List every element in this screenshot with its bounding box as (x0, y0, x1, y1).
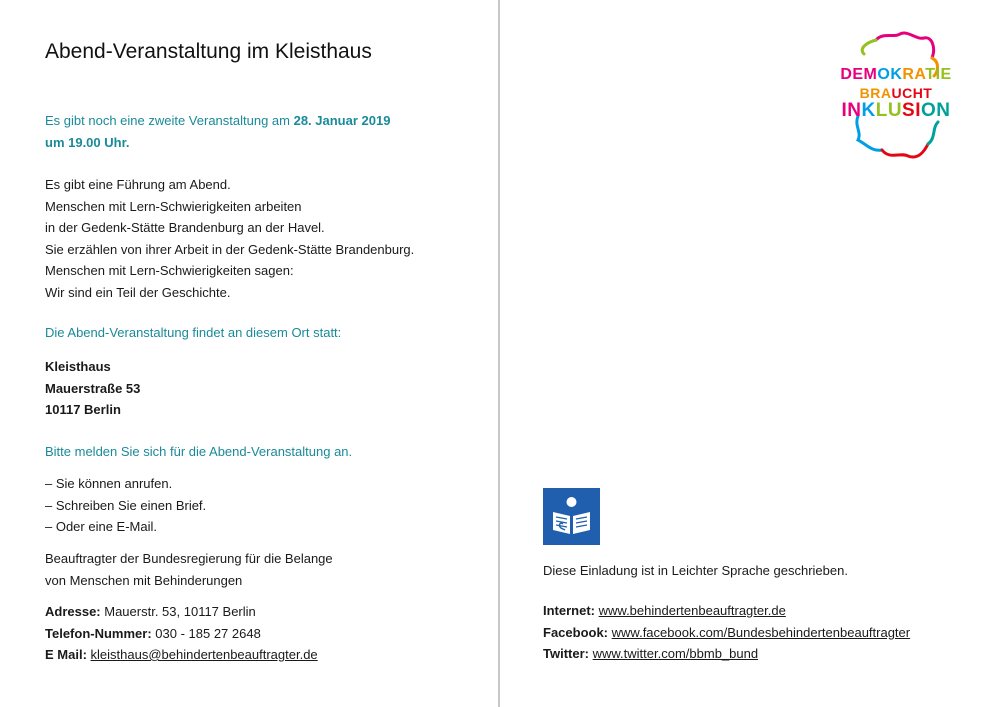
description-line: Menschen mit Lern-Schwierigkeiten sagen: (45, 263, 294, 278)
page-title: Abend-Veranstaltung im Kleisthaus (45, 40, 372, 63)
facebook-label: Facebook: (543, 624, 609, 640)
description-line: Wir sind ein Teil der Geschichte. (45, 284, 231, 300)
venue-name: Kleisthaus (45, 359, 111, 374)
easy-language-note: Diese Einladung ist in Leichter Sprache geschrieben. (543, 563, 848, 578)
phone-value: 030 - 185 27 2648 (151, 625, 261, 641)
intro-line-1 (45, 110, 390, 132)
option-item: – Oder eine E-Mail. (45, 519, 157, 534)
contact-info (45, 601, 318, 666)
address-label: Adresse: (45, 604, 101, 619)
logo-line-3: INKLUSION (841, 100, 951, 121)
description (45, 174, 414, 303)
internet-row (543, 600, 910, 622)
logo-line-1: DEMOKRATIE (840, 66, 952, 83)
logo-line-2: BRAUCHT (859, 85, 933, 101)
description-line: Menschen mit Lern-Schwierigkeiten arbeiten (45, 198, 302, 214)
web-links (543, 600, 910, 665)
page-divider (498, 0, 500, 707)
venue-street: Mauerstraße 53 (45, 380, 141, 396)
facebook-link[interactable]: www.facebook.com/Bundesbehindertenbeauftragter (611, 624, 911, 640)
email-label: E Mail: (45, 647, 87, 662)
phone-label: Telefon-Nummer: (45, 625, 152, 641)
intro-text (45, 110, 390, 153)
sender-line: Beauftragter der Bundesregierung für die Belange (45, 551, 333, 566)
contact-email (45, 644, 318, 666)
sender-info (45, 548, 333, 591)
twitter-row (543, 643, 910, 665)
description-line: in der Gedenk-Stätte Brandenburg an der Havel. (45, 220, 325, 235)
event-time: um 19.00 Uhr. (45, 134, 130, 150)
place-heading: Die Abend-Veranstaltung findet an diesem Ort statt: (45, 325, 342, 340)
contact-phone (45, 623, 318, 645)
email-link[interactable]: kleisthaus@behindertenbeauftragter.de (90, 647, 318, 662)
facebook-row (543, 622, 910, 644)
description-line: Sie erzählen von ihrer Arbeit in der Gedenk-Stätte Brandenburg. (45, 241, 415, 257)
internet-label: Internet: (543, 603, 595, 618)
option-item: – Sie können anrufen. (45, 476, 173, 491)
twitter-label: Twitter: (543, 646, 589, 661)
description-line: Es gibt eine Führung am Abend. (45, 177, 231, 192)
registration-options (45, 473, 206, 538)
register-heading: Bitte melden Sie sich für die Abend-Veranstaltung an. (45, 444, 353, 459)
easy-language-reading-icon (543, 488, 600, 545)
twitter-link[interactable]: www.twitter.com/bbmb_bund (592, 646, 759, 661)
event-date: 28. Januar 2019 (293, 113, 391, 128)
option-item: – Schreiben Sie einen Brief. (45, 497, 207, 513)
intro-prefix: Es gibt noch eine zweite Veranstaltung am (45, 113, 294, 128)
address-value: Mauerstr. 53, 10117 Berlin (100, 604, 256, 619)
contact-address (45, 601, 318, 623)
venue-city: 10117 Berlin (45, 402, 121, 417)
venue-address (45, 356, 140, 421)
sender-line: von Menschen mit Behinderungen (45, 572, 243, 588)
demokratie-braucht-inklusion-logo (828, 28, 964, 164)
internet-link[interactable]: www.behindertenbeauftragter.de (598, 603, 786, 618)
